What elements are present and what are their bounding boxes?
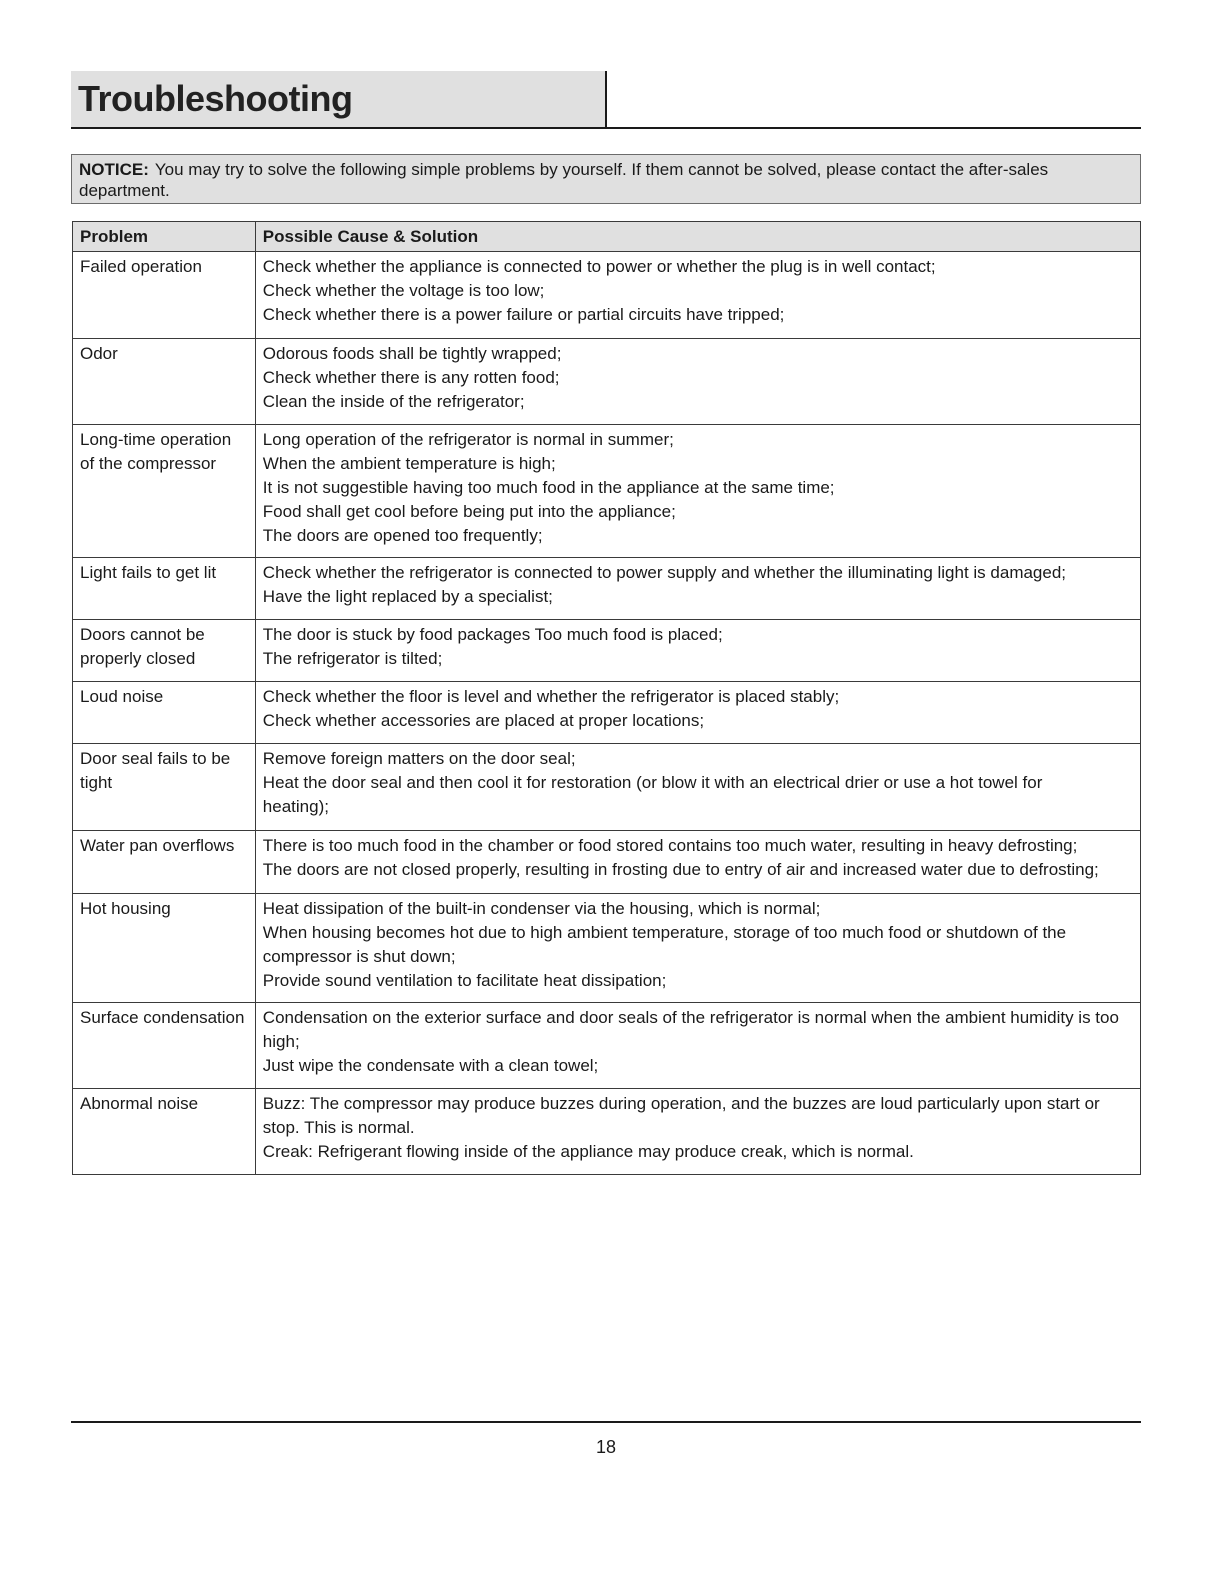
notice-label: NOTICE: xyxy=(79,160,149,179)
solution-line: Check whether the floor is level and whether the refrigerator is placed stably; xyxy=(262,687,840,706)
problem-text: Surface condensation xyxy=(80,1008,245,1027)
solution-cell xyxy=(255,894,1140,1003)
problem-cell xyxy=(73,252,256,339)
solution-line: stop. This is normal. xyxy=(262,1118,415,1137)
solution-cell xyxy=(255,1003,1140,1089)
solution-line: It is not suggestible having too much food in the appliance at the same time; xyxy=(262,478,835,497)
solution-line: Check whether the refrigerator is connected to power supply and whether the illuminating light is damaged; xyxy=(262,563,1067,582)
solution-line: Long operation of the refrigerator is normal in summer; xyxy=(262,430,674,449)
problem-cell xyxy=(73,682,256,744)
problem-cell xyxy=(73,831,256,894)
problem-cell xyxy=(73,1089,256,1175)
table-row xyxy=(73,425,1141,558)
solution-line: Heat the door seal and then cool it for restoration (or blow it with an electrical drier or use a hot towel for xyxy=(262,773,1043,792)
solution-line: Food shall get cool before being put into the appliance; xyxy=(262,502,676,521)
solution-line: Just wipe the condensate with a clean towel; xyxy=(262,1056,599,1075)
problem-text: Light fails to get lit xyxy=(80,563,217,582)
solution-line: Provide sound ventilation to facilitate heat dissipation; xyxy=(262,971,667,990)
solution-line: Heat dissipation of the built-in condenser via the housing, which is normal; xyxy=(262,899,821,918)
table-row xyxy=(73,831,1141,894)
table-row xyxy=(73,1089,1141,1175)
table-header-row xyxy=(73,222,1141,252)
page-header xyxy=(71,71,1141,129)
solution-line: The doors are not closed properly, resulting in frosting due to entry of air and increased water due to defrosting; xyxy=(262,860,1099,879)
solution-line: The refrigerator is tilted; xyxy=(262,649,443,668)
problem-text: Failed operation xyxy=(80,257,202,276)
page-title: Troubleshooting xyxy=(78,78,353,119)
problem-text: Loud noise xyxy=(80,687,164,706)
solution-line: Check whether the appliance is connected to power or whether the plug is in well contact; xyxy=(262,257,936,276)
solution-line: compressor is shut down; xyxy=(262,947,456,966)
solution-cell xyxy=(255,252,1140,339)
problem-cell xyxy=(73,744,256,831)
problem-text: Doors cannot be xyxy=(80,625,205,644)
notice-box xyxy=(71,154,1141,204)
notice-text: You may try to solve the following simple problems by yourself. If them cannot be solved, please contact the after-sales department. xyxy=(79,160,1049,200)
solution-cell xyxy=(255,831,1140,894)
table-row xyxy=(73,252,1141,339)
problem-text: Abnormal noise xyxy=(80,1094,199,1113)
table-row xyxy=(73,339,1141,425)
solution-cell xyxy=(255,339,1140,425)
table-row xyxy=(73,1003,1141,1089)
solution-line: Check whether there is a power failure or partial circuits have tripped; xyxy=(262,305,785,324)
solution-cell xyxy=(255,620,1140,682)
problem-text: tight xyxy=(80,773,113,792)
column-header-solution: Possible Cause & Solution xyxy=(255,222,1140,252)
page-number: 18 xyxy=(595,1437,617,1457)
table-row xyxy=(73,620,1141,682)
solution-line: heating); xyxy=(262,797,329,816)
footer-rule xyxy=(71,1421,1141,1423)
solution-cell xyxy=(255,1089,1140,1175)
problem-cell xyxy=(73,558,256,620)
solution-cell xyxy=(255,744,1140,831)
problem-text: Long-time operation xyxy=(80,430,232,449)
solution-line: When the ambient temperature is high; xyxy=(262,454,556,473)
solution-cell xyxy=(255,682,1140,744)
table-row xyxy=(73,894,1141,1003)
problem-text: Door seal fails to be xyxy=(80,749,231,768)
header-title-box xyxy=(71,71,607,127)
problem-cell xyxy=(73,339,256,425)
problem-text: of the compressor xyxy=(80,454,217,473)
problem-text: Water pan overflows xyxy=(80,836,235,855)
table-row xyxy=(73,682,1141,744)
solution-line: Clean the inside of the refrigerator; xyxy=(262,392,525,411)
solution-line: Check whether accessories are placed at proper locations; xyxy=(262,711,705,730)
solution-line: Creak: Refrigerant flowing inside of the appliance may produce creak, which is normal. xyxy=(262,1142,914,1161)
solution-line: Check whether there is any rotten food; xyxy=(262,368,560,387)
solution-line: The doors are opened too frequently; xyxy=(262,526,543,545)
problem-cell xyxy=(73,894,256,1003)
solution-line: Check whether the voltage is too low; xyxy=(262,281,545,300)
solution-cell xyxy=(255,425,1140,558)
solution-cell xyxy=(255,558,1140,620)
problem-text: Odor xyxy=(80,344,118,363)
solution-line: high; xyxy=(262,1032,300,1051)
solution-line: There is too much food in the chamber or food stored contains too much water, resulting in heavy defrosting; xyxy=(262,836,1078,855)
column-header-problem: Problem xyxy=(73,222,256,252)
solution-line: Have the light replaced by a specialist; xyxy=(262,587,553,606)
problem-text: properly closed xyxy=(80,649,196,668)
problem-cell xyxy=(73,1003,256,1089)
problem-cell xyxy=(73,620,256,682)
solution-line: Buzz: The compressor may produce buzzes during operation, and the buzzes are loud particularly upon start or xyxy=(262,1094,1100,1113)
table-row xyxy=(73,558,1141,620)
solution-line: Odorous foods shall be tightly wrapped; xyxy=(262,344,562,363)
problem-cell xyxy=(73,425,256,558)
solution-line: When housing becomes hot due to high ambient temperature, storage of too much food or shutdown of the xyxy=(262,923,1067,942)
solution-line: Remove foreign matters on the door seal; xyxy=(262,749,576,768)
solution-line: The door is stuck by food packages Too much food is placed; xyxy=(262,625,723,644)
solution-line: Condensation on the exterior surface and door seals of the refrigerator is normal when the ambient humidity is too xyxy=(262,1008,1119,1027)
table-row xyxy=(73,744,1141,831)
problem-text: Hot housing xyxy=(80,899,171,918)
troubleshooting-table xyxy=(72,221,1141,1175)
